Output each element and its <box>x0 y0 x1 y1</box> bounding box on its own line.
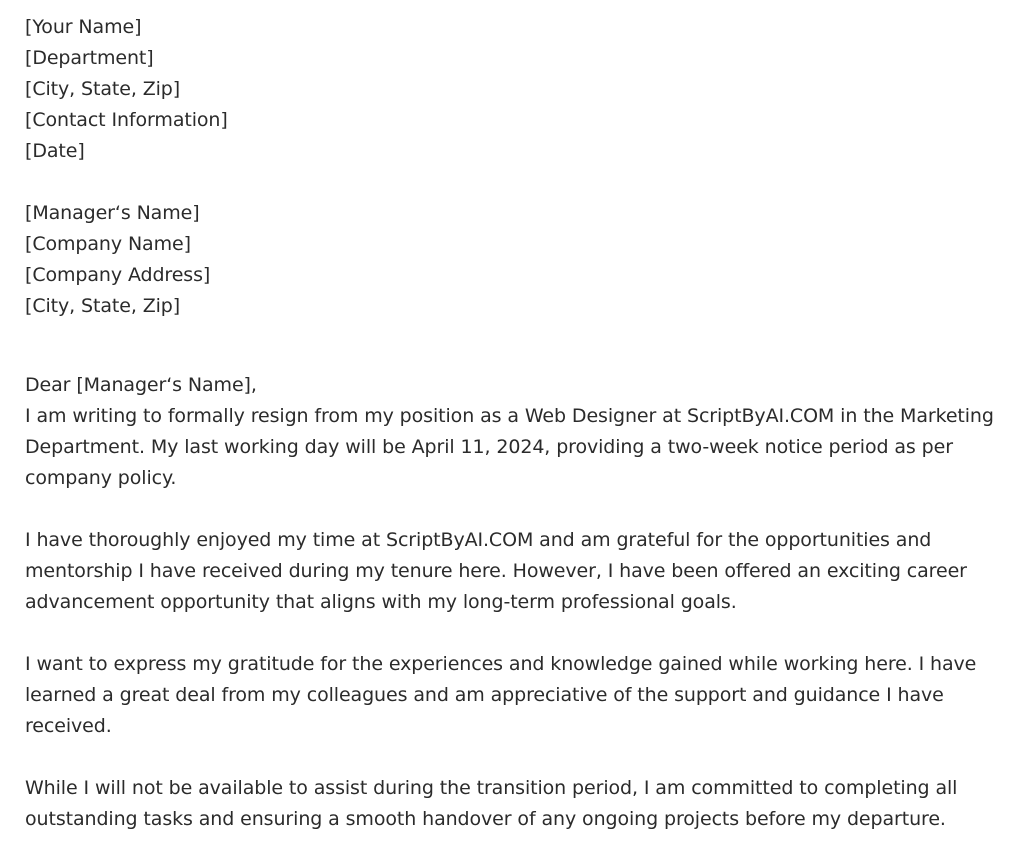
sender-department: [Department] <box>25 47 154 69</box>
body-paragraph-2: I have thoroughly enjoyed my time at ScriptByAI.COM and am grateful for the opportunities and mentorship I have received during my tenure here. However, I have been offered an exciting career advancement opportunity that aligns with my long-term professional goals. <box>25 529 967 613</box>
sender-name: [Your Name] <box>25 16 142 38</box>
body-paragraph-3: I want to express my gratitude for the experiences and knowledge gained while working here. I have learned a great deal from my colleagues and am appreciative of the support and guidance I have received. <box>25 653 977 737</box>
letter-date: [Date] <box>25 140 85 162</box>
sender-contact: [Contact Information] <box>25 109 228 131</box>
recipient-company-address: [Company Address] <box>25 264 211 286</box>
spacer <box>25 167 1015 198</box>
body-paragraph-1: I am writing to formally resign from my position as a Web Designer at ScriptByAI.COM in the Marketing Department. My last working day will be April 11, 2024, providing a two-week notice period as per company policy. <box>25 405 994 489</box>
sender-address-block <box>25 12 1015 167</box>
spacer <box>25 322 1015 370</box>
salutation: Dear [Manager‘s Name], <box>25 374 257 396</box>
recipient-city-state-zip: [City, State, Zip] <box>25 295 181 317</box>
sender-city-state-zip: [City, State, Zip] <box>25 78 181 100</box>
body-paragraph-4: While I will not be available to assist during the transition period, I am committed to completing all outstanding tasks and ensuring a smooth handover of any ongoing projects before my departure. <box>25 777 958 830</box>
recipient-manager-name: [Manager‘s Name] <box>25 202 200 224</box>
recipient-company-name: [Company Name] <box>25 233 191 255</box>
letter-body <box>25 370 1015 835</box>
resignation-letter <box>25 12 1015 835</box>
recipient-address-block <box>25 198 1015 322</box>
